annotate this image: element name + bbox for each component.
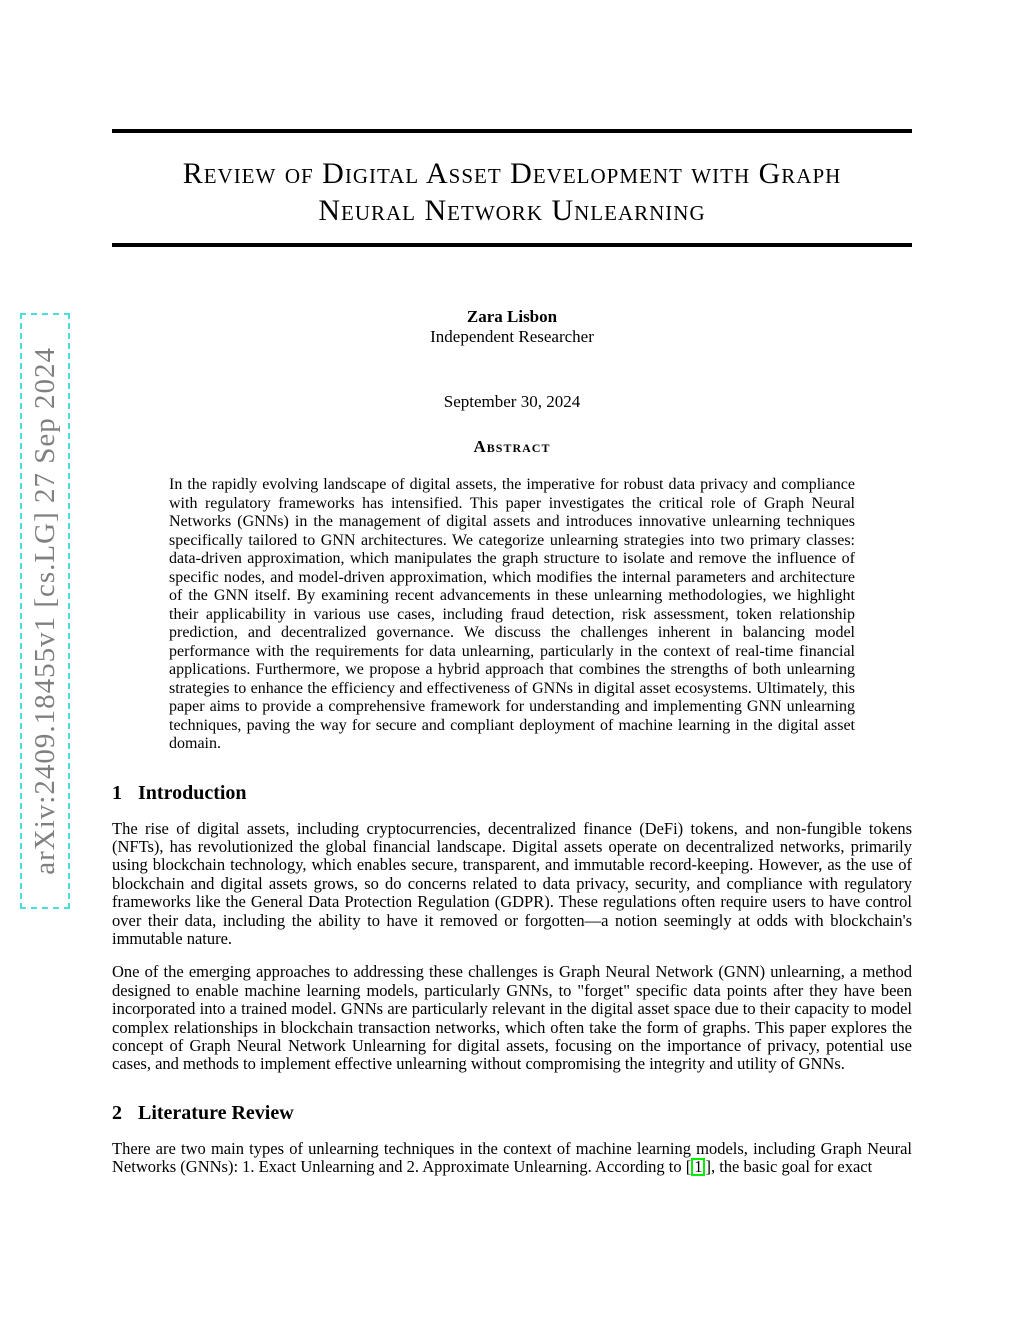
literature-text-after-citation: ], the basic goal for exact — [705, 1157, 873, 1177]
intro-paragraph-1: The rise of digital assets, including cryptocurrencies, decentralized finance (DeFi) tokens, and non-fungible tokens (NFTs), has revolutionized the global financial landscape. Digital assets operate on decentralized networks, primarily using blockchain technology, which enables secure, transparent, and immutable record-keeping. However, as the use of blockchain and digital assets grows, so do concerns related to data privacy, security, and compliance with regulatory frameworks like the General Data Protection Regulation (GDPR). These regulations often require users to have control over their data, including the ability to have it removed or forgotten—a notion seemingly at odds with blockchain's immutable nature. — [112, 818, 912, 948]
section-number: 2 — [112, 1101, 122, 1124]
title-rule-top — [112, 129, 912, 133]
section-heading-literature-review — [112, 1102, 912, 1125]
abstract-text: In the rapidly evolving landscape of digital assets, the imperative for robust data privacy and compliance with regulatory frameworks has intensified. This paper investigates the critical role of Graph Neural Networks (GNNs) in the management of digital assets and introduces innovative unlearning techniques specifically tailored to GNN architectures. We categorize unlearning strategies into two primary classes: data-driven approximation, which manipulates the graph structure to isolate and remove the influence of specific nodes, and model-driven approximation, which modifies the internal parameters and architecture of the GNN itself. By examining recent advancements in these unlearning methodologies, we highlight their applicability in various use cases, including fraud detection, risk assessment, token relationship prediction, and decentralized governance. We discuss the challenges inherent in balancing model performance with the requirements for data unlearning, particularly in the context of real-time financial applications. Furthermore, we propose a hybrid approach that combines the strengths of both unlearning strategies to enhance the efficiency and effectiveness of GNNs in digital asset ecosystems. Ultimately, this paper aims to provide a comprehensive framework for understanding and implementing GNN unlearning techniques, paving the way for secure and compliant deployment of machine learning in the digital asset domain. — [169, 476, 855, 752]
paper-title — [112, 155, 912, 229]
author-block — [112, 307, 912, 347]
section-number: 1 — [112, 781, 122, 804]
section-heading-introduction — [112, 782, 912, 805]
abstract-heading: Abstract — [473, 437, 551, 456]
section-title: Introduction — [138, 781, 247, 804]
intro-paragraph-2: One of the emerging approaches to addressing these challenges is Graph Neural Network (GNN) unlearning, a method designed to enable machine learning models, particularly GNNs, to "forget" specific data points after they have been incorporated into a trained model. GNNs are particularly relevant in the digital asset space due to their capacity to model complex relationships in blockchain transaction networks, which often take the form of graphs. This paper explores the concept of Graph Neural Network Unlearning for digital assets, focusing on the importance of privacy, potential use cases, and methods to implement effective unlearning without compromising the integrity and utility of GNNs. — [112, 962, 912, 1074]
author-name: Zara Lisbon — [466, 307, 558, 326]
title-rule-bottom — [112, 243, 912, 247]
literature-paragraph — [112, 1140, 912, 1177]
paper-title-line-2: Neural Network Unlearning — [318, 194, 706, 227]
author-affiliation: Independent Researcher — [430, 327, 594, 346]
section-title: Literature Review — [138, 1101, 294, 1124]
paper-title-line-1: Review of Digital Asset Development with Graph — [182, 157, 842, 190]
arxiv-watermark — [20, 313, 70, 909]
literature-text-before-citation: There are two main types of unlearning techniques in the context of machine learning models, including Graph Neural Networks (GNNs): 1. Exact Unlearning and 2. Approximate Unlearning. According to [ — [112, 1138, 912, 1177]
citation-link-1[interactable]: 1 — [691, 1158, 705, 1176]
arxiv-watermark-text: arXiv:2409.18455v1 [cs.LG] 27 Sep 2024 — [28, 347, 61, 875]
paper-date: September 30, 2024 — [443, 392, 581, 411]
